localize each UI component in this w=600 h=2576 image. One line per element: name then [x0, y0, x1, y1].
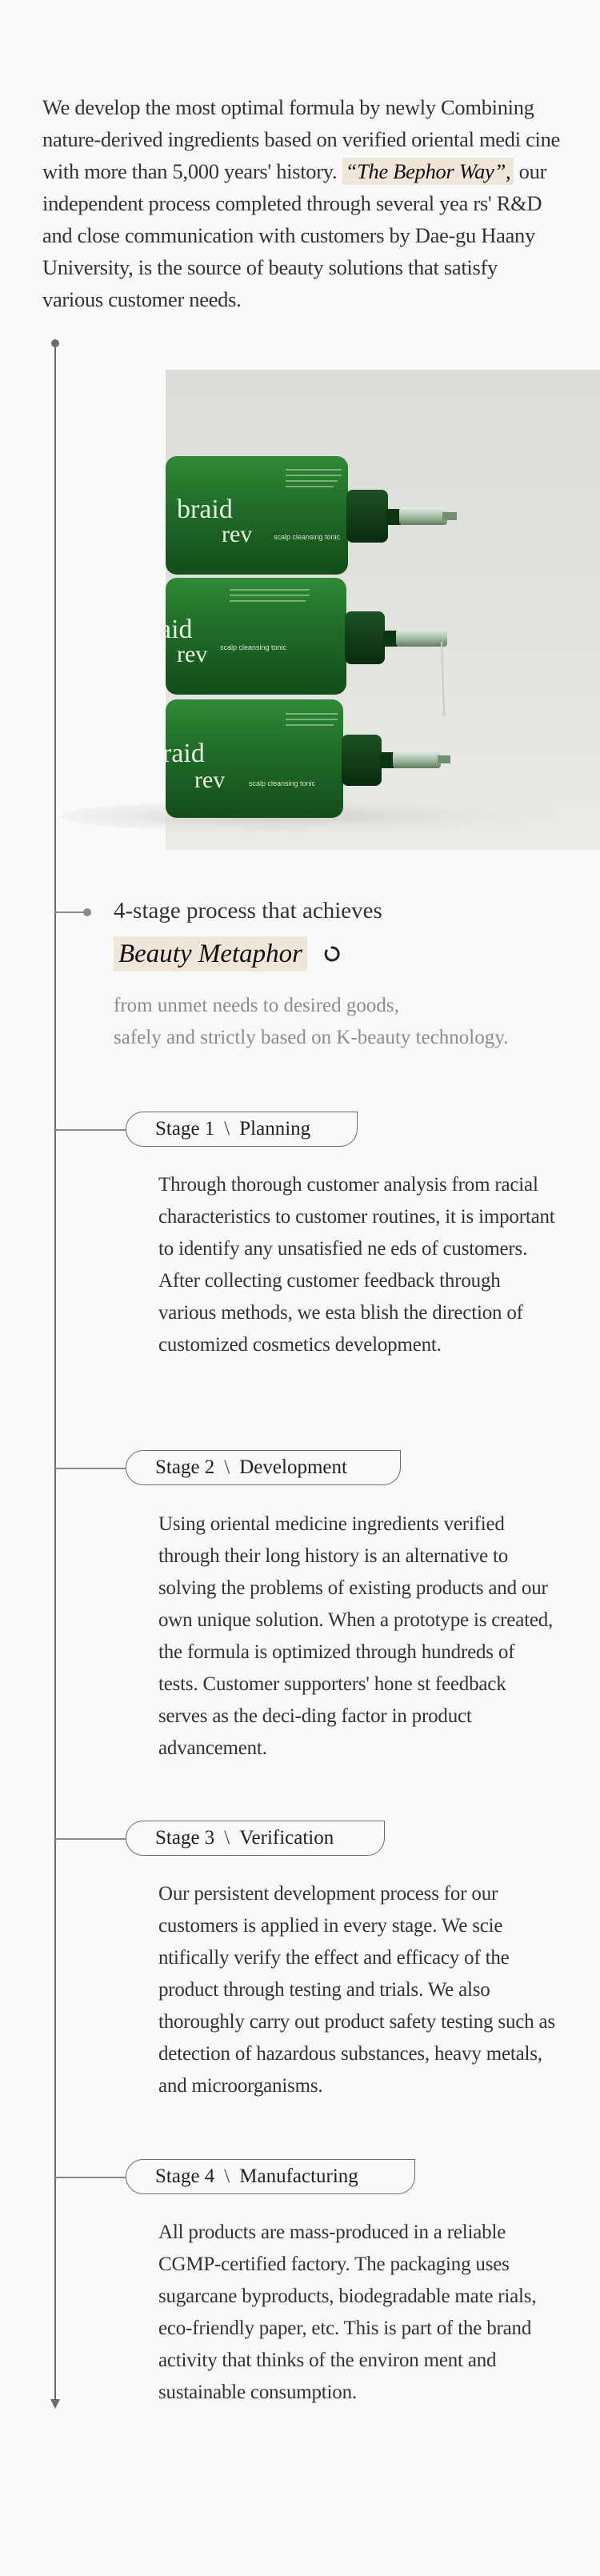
svg-text:scalp cleansing tonic: scalp cleansing tonic — [220, 643, 287, 651]
section-subtitle-line-1: from unmet needs to desired goods, — [114, 995, 399, 1016]
svg-text:rev: rev — [177, 641, 208, 667]
stage-name: Planning — [239, 1118, 311, 1140]
stage-number: Stage 1 — [155, 1118, 215, 1140]
intro-text-after: our independent process completed through several yea rs' R&D and close communication with customers by Dae-gu Haany University, is the source of beauty solutions that satisfy various customer needs. — [42, 159, 547, 311]
section-highlight-row — [114, 936, 341, 972]
stage-connector-3 — [55, 1838, 127, 1840]
section-highlight: Beauty Metaphor — [114, 936, 307, 972]
svg-text:braid: braid — [177, 495, 233, 524]
svg-text:rev: rev — [222, 521, 253, 547]
section-subtitle — [114, 990, 594, 1054]
stage-connector-2 — [55, 1468, 127, 1469]
stage-name: Development — [239, 1456, 347, 1478]
spinner-icon — [323, 945, 341, 963]
stage-separator: \ — [224, 1456, 230, 1478]
section-subtitle-line-2: safely and strictly based on K-beauty technology. — [114, 1027, 509, 1048]
stage-body-3: Our persistent development process for our customers is applied in every stage. We scie ntifically verify the effect and efficacy of the product through testing and trials. We also thoroughly carry out product safety testing such as detection of hazardous substances, heavy metals, and microorganisms. — [158, 1883, 555, 2097]
stage-pill-4 — [126, 2159, 415, 2194]
stage-separator: \ — [224, 2165, 230, 2187]
stage-body-1: Through thorough customer analysis from racial characteristics to customer routines, it is important to identify any unsatisfied ne eds of customers. After collecting customer feedback through various methods, we esta blish the direction of customized cosmetics development. — [158, 1174, 555, 1356]
stage-number: Stage 4 — [155, 2165, 215, 2187]
stage-body-2: Using oriental medicine ingredients verified through their long history is an alternative to solving the problems of existing products and our own unique solution. When a prototype is created, the formula is optimized through hundreds of tests. Customer supporters' hone st feedback serves as the deci-ding factor in product advancement. — [158, 1513, 554, 1759]
intro-paragraph — [42, 91, 562, 315]
timeline-end-arrow — [50, 2399, 60, 2409]
stage-connector-1 — [55, 1129, 127, 1131]
stage-number: Stage 3 — [155, 1827, 215, 1849]
stage-separator: \ — [224, 1118, 230, 1140]
stage-name: Verification — [239, 1827, 334, 1849]
intro-text-before: We develop the most optimal formula by newly Combining nature-derived ingredients based on verified oriental medi cine with more than 5,000 years' history. — [42, 95, 561, 183]
product-bottles-illustration — [159, 370, 600, 850]
stage-connector-4 — [55, 2177, 127, 2178]
bottle-top — [166, 456, 457, 575]
section-title: 4-stage process that achieves — [114, 898, 382, 923]
stage-separator: \ — [224, 1827, 230, 1849]
svg-text:raid: raid — [162, 739, 205, 768]
svg-text:scalp cleansing tonic: scalp cleansing tonic — [274, 533, 341, 541]
section-dot — [83, 908, 91, 916]
stage-number: Stage 2 — [155, 1456, 215, 1478]
timeline-line — [54, 343, 56, 2403]
svg-text:aid: aid — [159, 615, 193, 644]
stage-body-4: All products are mass-produced in a reliable CGMP-certified factory. The packaging uses sugarcane byproducts, biodegradable mate rials, eco-friendly paper, etc. This is part of the brand activity that thinks of the environ ment and sustainable consumption. — [158, 2221, 537, 2403]
stage-pill-3 — [126, 1821, 385, 1856]
bottle-middle — [159, 578, 447, 716]
timeline-start-dot — [51, 339, 59, 347]
intro-highlight: “The Bephor Way”, — [342, 158, 514, 185]
stage-name: Manufacturing — [239, 2165, 358, 2187]
product-photo — [159, 370, 600, 850]
stage-pill-1 — [126, 1112, 358, 1147]
stage-pill-2 — [126, 1450, 401, 1485]
svg-text:rev: rev — [194, 767, 226, 793]
svg-text:scalp cleansing tonic: scalp cleansing tonic — [249, 779, 316, 787]
